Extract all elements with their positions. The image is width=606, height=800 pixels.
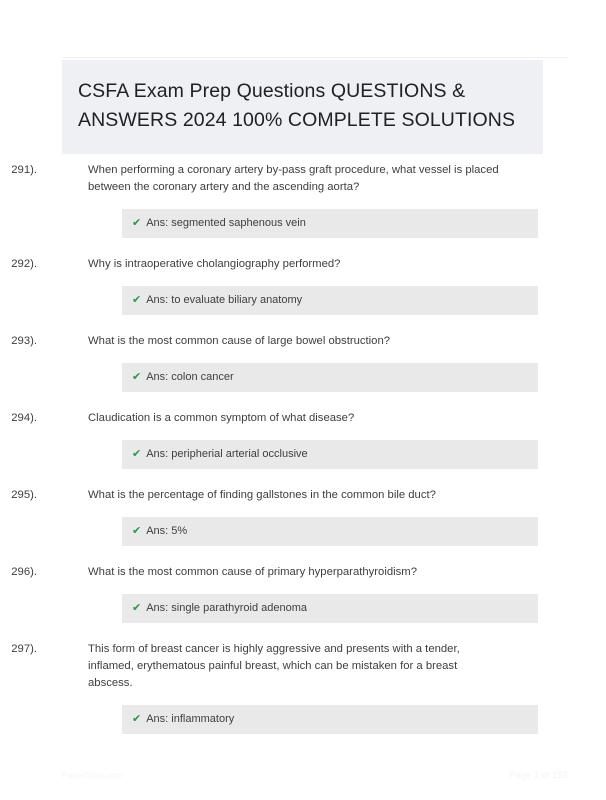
question-item (0, 564, 606, 623)
answer-box (122, 594, 538, 623)
document-header (62, 60, 543, 154)
page-footer (62, 770, 568, 780)
question-text: Claudication is a common symptom of what disease? (88, 412, 355, 424)
check-icon: ✔ (132, 713, 142, 725)
question-list (0, 162, 606, 752)
check-icon: ✔ (132, 371, 142, 383)
header-divider (62, 57, 568, 58)
question-item (0, 333, 606, 392)
answer-text: Ans: segmented saphenous vein (146, 217, 306, 229)
answer-box (122, 363, 538, 392)
page-number-label: Page 1 of 152 (509, 770, 568, 780)
question-number: 295). (11, 489, 37, 501)
answer-box (122, 209, 538, 238)
question-text: What is the most common cause of large bowel obstruction? (88, 335, 391, 347)
answer-text: Ans: peripherial arterial occlusive (146, 448, 308, 460)
question-item (0, 162, 606, 238)
answer-text: Ans: colon cancer (146, 371, 234, 383)
question-item (0, 641, 606, 734)
check-icon: ✔ (132, 448, 142, 460)
answer-text: Ans: to evaluate biliary anatomy (146, 294, 303, 306)
question-text: This form of breast cancer is highly aggressive and presents with a tender, inflamed, erythematous painful breast, which can be mistaken for a breast abscess. (88, 643, 460, 689)
check-icon: ✔ (132, 525, 142, 537)
answer-box (122, 440, 538, 469)
question-number: 293). (11, 335, 37, 347)
question-item (0, 410, 606, 469)
question-number: 296). (11, 566, 37, 578)
question-text: Why is intraoperative cholangiography performed? (88, 258, 341, 270)
question-number: 291). (11, 164, 37, 176)
answer-box (122, 286, 538, 315)
question-text: When performing a coronary artery by-pass graft procedure, what vessel is placed between the coronary artery and the ascending aorta? (88, 164, 499, 193)
answer-box (122, 517, 538, 546)
question-item (0, 256, 606, 315)
check-icon: ✔ (132, 217, 142, 229)
question-number: 294). (11, 412, 37, 424)
page-title: CSFA Exam Prep Questions QUESTIONS & ANSWERS 2024 100% COMPLETE SOLUTIONS (78, 80, 516, 131)
check-icon: ✔ (132, 602, 142, 614)
question-text: What is the percentage of finding gallstones in the common bile duct? (88, 489, 436, 501)
check-icon: ✔ (132, 294, 142, 306)
question-number: 292). (11, 258, 37, 270)
answer-box (122, 705, 538, 734)
answer-text: Ans: 5% (146, 525, 188, 537)
answer-text: Ans: inflammatory (146, 713, 235, 725)
question-item (0, 487, 606, 546)
watermark-label: PaperStoc.com (62, 770, 123, 780)
answer-text: Ans: single parathyroid adenoma (146, 602, 308, 614)
question-number: 297). (11, 643, 37, 655)
question-text: What is the most common cause of primary hyperparathyroidism? (88, 566, 417, 578)
